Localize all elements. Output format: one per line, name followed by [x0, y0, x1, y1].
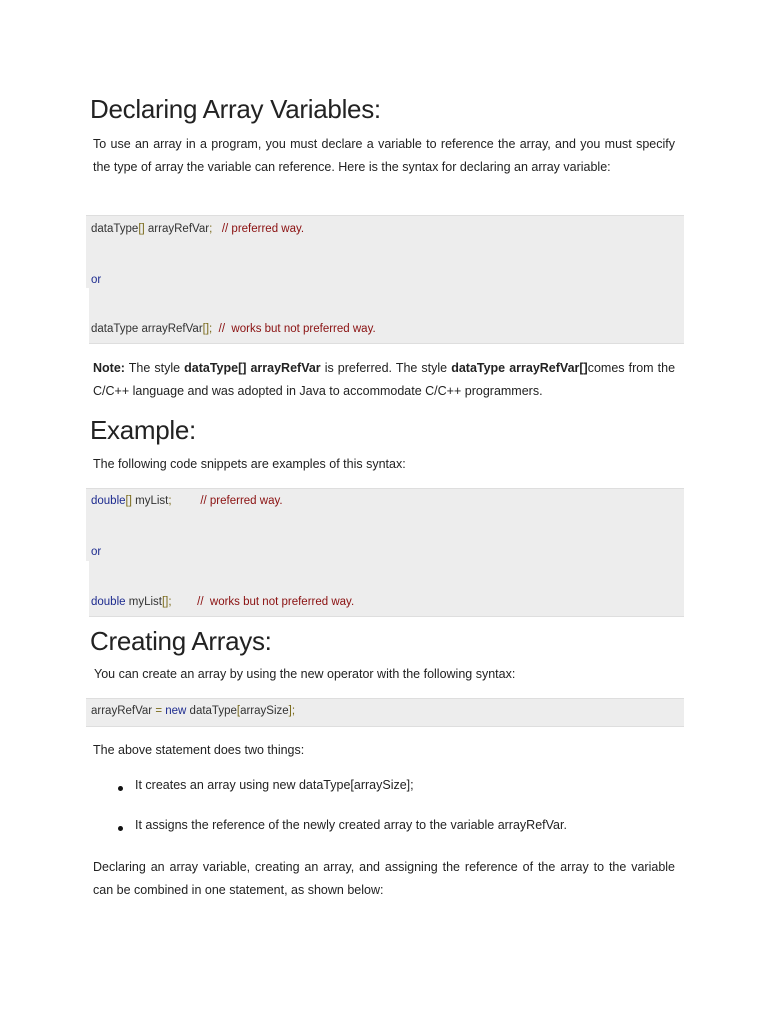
code-block-declaration-syntax	[86, 215, 684, 344]
code-line-or: or	[91, 546, 102, 558]
code-line-or: or	[91, 274, 102, 286]
paragraph-example-intro: The following code snippets are examples of this syntax:	[93, 457, 406, 471]
code-block-example	[86, 488, 684, 617]
bullet-icon	[118, 786, 123, 791]
paragraph-combined-statement: Declaring an array variable, creating an array, and assigning the reference of the array to the variable can be combined in one statement, as shown below:	[93, 860, 675, 897]
code-line-not-preferred: dataType arrayRefVar[]; // works but not preferred way.	[91, 323, 376, 335]
note-paragraph: Note: The style dataType[] arrayRefVar is preferred. The style dataType arrayRefVar[]comes from the C/C++ language and was adopted in Java to accommodate C/C++ programmers.	[93, 361, 676, 398]
document-page: Declaring Array Variables: To use an array in a program, you must declare a variable to reference the array, and you must specify the type of array the variable can reference. Here is the syntax for declaring an array variable: dataType[] arrayRefVar; // preferred way. or dataType arrayRefVar[]; // works but not preferred way. Note: The style dataType[] arrayRefVar is preferred. The style dataType arrayRefVar[]comes from the C/C++ language and was adopted in Java to accommodate C/C++ programmers. Example: The following code snippets are examples of this syntax: double[] myList; // preferred way. or double myList[]; // works but not preferred way. Creating Arrays: You can create an array by using the new operator with the following syntax: arrayRefVar = new dataType[arraySize]; The above statement does two things: It creates an array using new dataType[arraySize]; It assigns the reference of the newly created array to the variable arrayRefVar. Declaring an array variable, creating an array, and assigning the reference of the array to the variable can be combined in one statement, as shown below:	[0, 0, 768, 1024]
heading-declaring-array-variables: Declaring Array Variables:	[90, 94, 381, 124]
paragraph-declaring-intro: To use an array in a program, you must declare a variable to reference the array, and you must specify the type of array the variable can reference. Here is the syntax for declaring an array variable:	[93, 137, 675, 174]
heading-creating-arrays: Creating Arrays:	[90, 626, 272, 656]
paragraph-two-things: The above statement does two things:	[93, 743, 305, 757]
bullet-icon	[118, 826, 123, 831]
code-line-preferred: double[] myList; // preferred way.	[91, 495, 283, 507]
heading-example: Example:	[90, 415, 196, 445]
code-line-new-array: arrayRefVar = new dataType[arraySize];	[91, 705, 296, 717]
code-line-preferred: dataType[] arrayRefVar; // preferred way.	[91, 223, 305, 235]
code-line-not-preferred: double myList[]; // works but not preferred way.	[91, 596, 355, 608]
paragraph-creating-intro: You can create an array by using the new operator with the following syntax:	[94, 667, 516, 681]
code-block-creating-syntax	[86, 698, 684, 727]
